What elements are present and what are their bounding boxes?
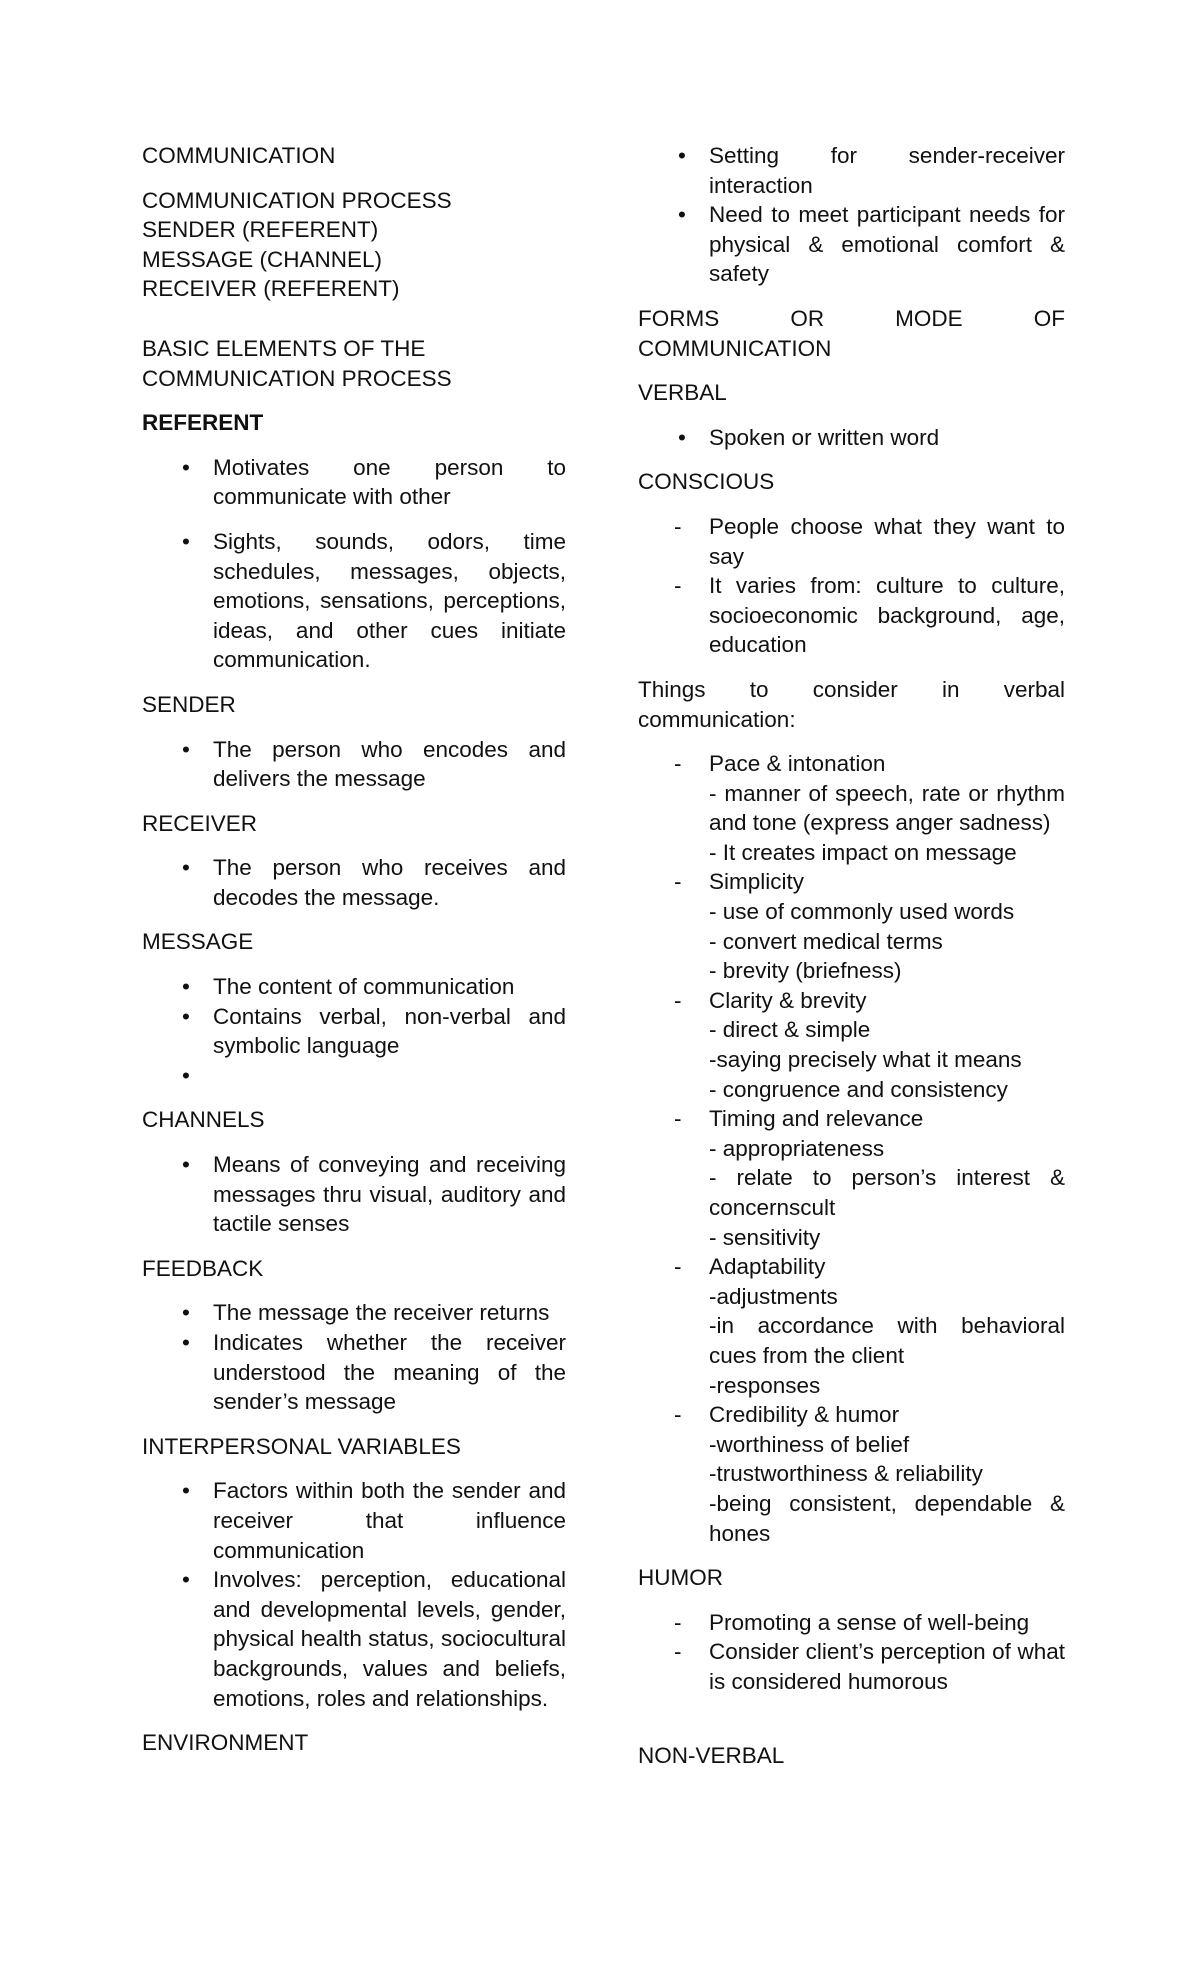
forms-heading: FORMS OR MODE OF COMMUNICATION	[638, 305, 1065, 361]
list-item-text: Need to meet participant needs for physical & emotional comfort & safety	[709, 202, 1065, 287]
item-label: Adaptability	[709, 1254, 826, 1280]
dash-icon: -	[674, 1609, 682, 1635]
process-line: RECEIVER (REFERENT)	[142, 276, 400, 302]
bullet-icon: •	[182, 1300, 190, 1326]
bullet-icon: •	[182, 1003, 190, 1029]
item-sub: - manner of speech, rate or rhythm and tone (express anger sadness)	[709, 780, 1065, 836]
bullet-icon: •	[182, 1062, 190, 1088]
humor-list	[638, 1608, 1065, 1697]
dash-icon: -	[674, 1402, 682, 1428]
item-sub: - relate to person’s interest & concernscult	[709, 1165, 1065, 1220]
list-item-text: The content of communication	[213, 974, 515, 1000]
list-item-text: Motivates one person to communicate with other	[213, 454, 566, 510]
list-item	[142, 972, 566, 1002]
verbal-heading: VERBAL	[638, 380, 727, 406]
list-item	[638, 141, 1065, 200]
list-item-text: The message the receiver returns	[213, 1300, 550, 1326]
list-item-text	[213, 1063, 219, 1088]
left-column	[142, 141, 566, 1758]
message-list	[142, 972, 566, 1090]
dash-icon: -	[674, 1106, 682, 1132]
list-item	[142, 527, 566, 675]
things-heading: Things to consider in verbal communication:	[638, 676, 1065, 732]
list-item	[638, 1400, 1065, 1548]
bullet-icon: •	[182, 974, 190, 1000]
list-item-text: Sights, sounds, odors, time schedules, messages, objects, emotions, sensations, perceptions, ideas, and other cues initiate communication.	[213, 528, 566, 673]
bullet-icon: •	[182, 528, 190, 554]
dash-icon: -	[674, 1254, 682, 1280]
dash-icon: -	[674, 869, 682, 895]
conscious-heading: CONSCIOUS	[638, 469, 775, 495]
list-item	[142, 1298, 566, 1328]
dash-icon: -	[674, 573, 682, 599]
things-list	[638, 749, 1065, 1548]
bullet-icon: •	[182, 736, 190, 762]
receiver-heading: RECEIVER	[142, 810, 258, 836]
list-item	[638, 571, 1065, 660]
list-item-text: Setting for sender-receiver interaction	[709, 143, 1065, 198]
feedback-heading: FEEDBACK	[142, 1255, 264, 1281]
list-item	[638, 1637, 1065, 1696]
list-item	[142, 453, 566, 512]
item-sub: - sensitivity	[709, 1224, 821, 1250]
item-label: Timing and relevance	[709, 1106, 924, 1132]
bullet-icon: •	[182, 454, 190, 480]
list-item	[142, 735, 566, 794]
list-item	[638, 867, 1065, 985]
list-item-text: Consider client’s perception of what is considered humorous	[709, 1639, 1065, 1694]
list-item	[638, 512, 1065, 571]
bullet-icon: •	[182, 855, 190, 881]
list-item	[142, 853, 566, 912]
list-item-text: Promoting a sense of well-being	[709, 1609, 1030, 1635]
basic-elements-heading	[142, 334, 566, 393]
bullet-icon: •	[678, 143, 686, 168]
sender-heading: SENDER	[142, 691, 236, 717]
list-item-text: It varies from: culture to culture, socioeconomic background, age, education	[709, 573, 1065, 658]
list-item-text: Means of conveying and receiving messages thru visual, auditory and tactile senses	[213, 1152, 566, 1237]
item-sub: -responses	[709, 1372, 821, 1398]
item-label: Clarity & brevity	[709, 987, 867, 1013]
list-item	[638, 1104, 1065, 1252]
item-sub: -adjustments	[709, 1283, 838, 1309]
list-item	[142, 1328, 566, 1417]
list-item-text: Spoken or written word	[709, 424, 940, 450]
receiver-list	[142, 853, 566, 912]
process-line: SENDER (REFERENT)	[142, 217, 379, 243]
item-sub: - appropriateness	[709, 1135, 885, 1161]
conscious-list	[638, 512, 1065, 660]
list-item-text: The person who encodes and delivers the message	[213, 736, 566, 792]
item-label: Simplicity	[709, 869, 805, 895]
referent-list	[142, 453, 566, 675]
basic-elements-line: BASIC ELEMENTS OF THE	[142, 335, 426, 361]
list-item	[638, 200, 1065, 289]
bullet-icon: •	[182, 1330, 190, 1355]
list-item	[638, 749, 1065, 867]
item-sub: - It creates impact on message	[709, 839, 1017, 865]
bullet-icon: •	[678, 424, 686, 450]
dash-icon: -	[674, 1639, 682, 1665]
humor-heading: HUMOR	[638, 1565, 723, 1591]
list-item-text: Indicates whether the receiver understood the meaning of the sender’s message	[213, 1330, 566, 1415]
environment-heading: ENVIRONMENT	[142, 1730, 309, 1756]
channels-list	[142, 1150, 566, 1239]
doc-title: COMMUNICATION	[142, 143, 336, 168]
list-item-text: Factors within both the sender and receiver that influence communication	[213, 1478, 566, 1563]
item-sub: - convert medical terms	[709, 928, 943, 954]
bullet-icon: •	[182, 1152, 190, 1178]
process-line: MESSAGE (CHANNEL)	[142, 246, 383, 272]
list-item	[142, 1565, 566, 1713]
list-item-text: Contains verbal, non-verbal and symbolic language	[213, 1003, 566, 1059]
item-sub: - use of commonly used words	[709, 899, 1015, 925]
list-item	[142, 1061, 566, 1091]
item-sub: -trustworthiness & reliability	[709, 1461, 983, 1487]
bullet-icon: •	[678, 202, 686, 228]
process-line: COMMUNICATION PROCESS	[142, 187, 452, 213]
dash-icon: -	[674, 513, 682, 539]
right-column	[638, 141, 1065, 1770]
dash-icon: -	[674, 987, 682, 1013]
sender-list	[142, 735, 566, 794]
list-item	[142, 1150, 566, 1239]
list-item	[638, 1252, 1065, 1400]
basic-elements-line: COMMUNICATION PROCESS	[142, 365, 452, 391]
item-sub: -in accordance with behavioral cues from the client	[709, 1313, 1065, 1368]
list-item-text: Involves: perception, educational and developmental levels, gender, physical health status, sociocultural backgrounds, values and beliefs, emotions, roles and relationships.	[213, 1567, 566, 1711]
item-label: Pace & intonation	[709, 751, 886, 777]
interpersonal-heading: INTERPERSONAL VARIABLES	[142, 1433, 461, 1459]
list-item-text: People choose what they want to say	[709, 513, 1065, 569]
list-item	[142, 1476, 566, 1565]
referent-heading: REFERENT	[142, 410, 264, 436]
list-item-text: The person who receives and decodes the message.	[213, 855, 566, 910]
feedback-list	[142, 1298, 566, 1416]
bullet-icon: •	[182, 1478, 190, 1504]
item-sub: -being consistent, dependable & hones	[709, 1490, 1065, 1546]
process-block	[142, 186, 566, 304]
list-item	[638, 986, 1065, 1104]
list-item	[142, 1002, 566, 1061]
item-sub: - brevity (briefness)	[709, 958, 902, 984]
verbal-list	[638, 423, 1065, 453]
environment-list	[638, 141, 1065, 289]
interpersonal-list	[142, 1476, 566, 1713]
list-item	[638, 1608, 1065, 1638]
list-item	[638, 423, 1065, 453]
item-sub: - congruence and consistency	[709, 1076, 1008, 1102]
nonverbal-heading: NON-VERBAL	[638, 1742, 785, 1768]
item-sub: - direct & simple	[709, 1017, 871, 1043]
bullet-icon: •	[182, 1567, 190, 1593]
dash-icon: -	[674, 751, 682, 777]
channels-heading: CHANNELS	[142, 1107, 265, 1133]
message-heading: MESSAGE	[142, 929, 254, 955]
item-label: Credibility & humor	[709, 1402, 900, 1428]
item-sub: -saying precisely what it means	[709, 1047, 1022, 1073]
item-sub: -worthiness of belief	[709, 1431, 910, 1457]
